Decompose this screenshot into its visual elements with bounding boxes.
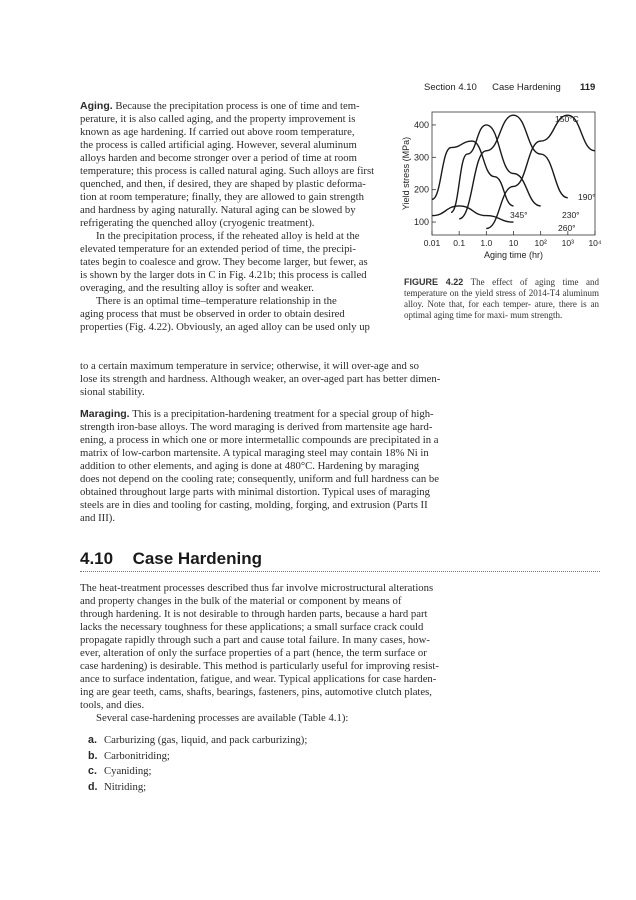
x-tick-label: 10² bbox=[534, 238, 547, 248]
series-label-2: 230° bbox=[562, 210, 580, 220]
header-section-number: Section 4.10 bbox=[424, 82, 477, 93]
x-axis-label: Aging time (hr) bbox=[483, 250, 544, 260]
list-item: a. Carburizing (gas, liquid, and pack carburizing); bbox=[88, 734, 308, 746]
x-tick-label: 10 bbox=[508, 238, 519, 248]
series-label-1: 190° bbox=[578, 192, 596, 202]
series-label-4: 345° bbox=[510, 210, 528, 220]
y-tick-label: 400 bbox=[413, 119, 429, 130]
y-axis-label: Yield stress (MPa) bbox=[401, 136, 411, 211]
process-list bbox=[88, 733, 588, 795]
list-item: b. Carbonitriding; bbox=[88, 749, 170, 762]
figure-label: FIGURE 4.22 bbox=[404, 277, 464, 287]
y-tick-label: 300 bbox=[413, 152, 429, 163]
list-item: c. Cyaniding; bbox=[88, 765, 152, 777]
figure-caption: FIGURE 4.22 The effect of aging time and temperature on the yield stress of 2014-T4 aluminum alloy. Note that, for each temper- ature, there is an optimal aging time for maxi- mum strength. bbox=[404, 277, 599, 320]
list-item: d. Nitriding; bbox=[88, 780, 147, 793]
series-line-4 bbox=[432, 206, 514, 222]
aging-paragraph-3-continued: to a certain maximum temperature in service; otherwise, it will over-age and so lose its strength and hardness. Although weaker, an over-aged part has better dimen- sional stability. bbox=[80, 360, 441, 398]
aging-paragraph-2: In the precipitation process, if the reheated alloy is held at the elevated temperature for an extended period of time, the precipi- tates begin to coalesce and grow. They become larger, but fewer, as is shown by the larger dots in C in Fig. 4.21b; this process is called overaging, and the resulting alloy is softer and weaker. bbox=[80, 230, 368, 294]
series-label-3: 260° bbox=[558, 223, 576, 233]
aging-paragraph-1: Aging. Because the precipitation process is one of time and tem- perature, it is also called aging, and the property improvement is known as age hardening. If carried out above room temperature, the process is called artificial aging. However, several aluminum alloys harden and become stronger over a period of time at room temperature; this process is called natural aging. Such alloys are first quenched, and then, if desired, they are shaped by plastic deforma- tion at room temperature; finally, they are allowed to gain strength and hardness by aging naturally. Natural aging can be slowed by refrigerating the quenched alloy (cryogenic treatment). bbox=[80, 100, 375, 229]
page-number: 119 bbox=[580, 82, 596, 93]
x-tick-label: 10⁴ bbox=[588, 238, 602, 248]
aging-paragraph-3: There is an optimal time–temperature relationship in the aging process that must be observed in order to obtain desired properties (Fig. 4.22). Obviously, an aged alloy can be used only up bbox=[80, 295, 370, 333]
maraging-heading: Maraging. bbox=[80, 408, 130, 420]
series-line-1 bbox=[459, 115, 568, 219]
series-label-0: 150°C bbox=[555, 114, 579, 124]
y-tick-label: 100 bbox=[413, 217, 429, 228]
maraging-section: Maraging. This is a precipitation-hardening treatment for a special group of high- strength iron-base alloys. The word maraging is derived from martensite age hard- ening, a process in which one or more intermetallic compounds are precipitated in a matrix of low-carbon martensite. A typical maraging steel may contain 18% Ni in addition to other elements, and aging is done at 480°C. Hardening by maraging does not depend on the cooling rate; consequently, uniform and full hardness can be obtained throughout large parts with minimal distortion. Typical uses of maraging steels are in dies and tooling for casting, molding, forging, and extrusion (Parts II and III). bbox=[80, 408, 440, 524]
section-divider bbox=[80, 571, 600, 572]
section-number: 4.10 bbox=[80, 549, 114, 568]
y-tick-label: 200 bbox=[413, 184, 429, 195]
section-title: Case Hardening bbox=[132, 549, 262, 568]
case-hardening-paragraph-1: The heat-treatment processes described thus far involve microstructural alterations and property changes in the bulk of the material or component by means of through hardening. It is not desirable to through harden parts, because a hard part lacks the necessary toughness for these applications; a small surface crack could propagate rapidly through such a part and cause total failure. In many cases, how- ever, alteration of only the surface properties of a part (hence, the term surface or case hardening) is desirable. This method is particularly useful for improving resist- ance to surface indentation, fatigue, and wear. Typical applications for case harden- ing are gear teeth, cams, shafts, bearings, fasteners, pins, automotive clutch plates, tools, and dies. bbox=[80, 582, 439, 711]
x-tick-label: 0.01 bbox=[423, 238, 441, 248]
header-section-title: Case Hardening bbox=[492, 82, 561, 93]
x-tick-label: 10³ bbox=[561, 238, 574, 248]
figure-4-22-chart bbox=[400, 100, 625, 270]
running-header bbox=[424, 82, 561, 93]
section-heading bbox=[80, 549, 262, 569]
aging-heading: Aging. bbox=[80, 100, 113, 112]
case-hardening-body bbox=[80, 582, 600, 725]
x-tick-label: 0.1 bbox=[453, 238, 466, 248]
case-hardening-paragraph-2: Several case-hardening processes are available (Table 4.1): bbox=[96, 712, 349, 724]
x-tick-label: 1.0 bbox=[480, 238, 493, 248]
aging-section bbox=[80, 100, 395, 334]
series-line-2 bbox=[451, 125, 541, 212]
